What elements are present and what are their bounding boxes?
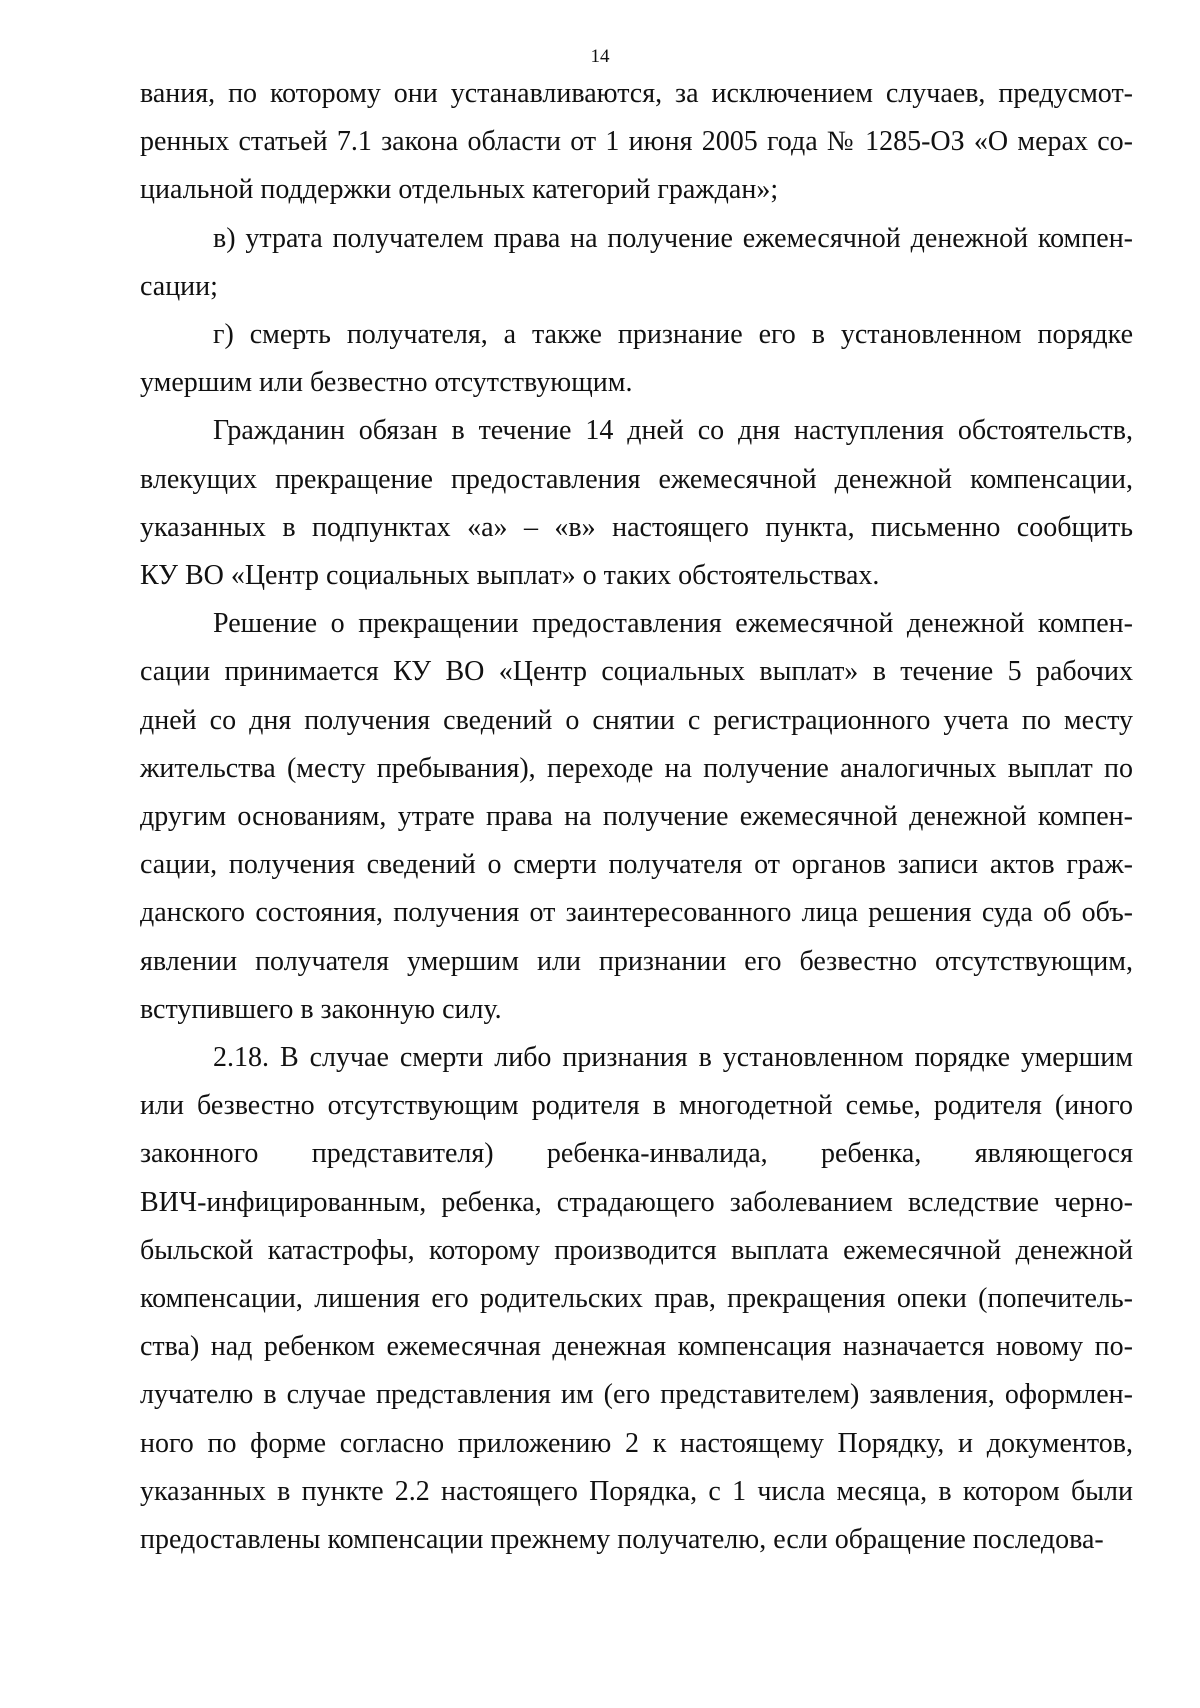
text-line: сации; <box>140 270 218 302</box>
paragraph <box>140 70 1133 215</box>
text-line: в) утрата получателем права на получение ежемесячной денежной компен- <box>213 222 1133 254</box>
text-line: умершим или безвестно отсутствующим. <box>140 367 633 399</box>
text-line: вания, по которому они устанавливаются, за исключением случаев, предусмот- <box>140 78 1133 109</box>
text-line: ВИЧ-инфицированным, ребенка, страдающего заболеванием вследствие черно- <box>140 1186 1133 1218</box>
text-line: данского состояния, получения от заинтересованного лица решения суда об объ- <box>140 897 1133 929</box>
page-number: 14 <box>590 46 610 67</box>
text-line: циальной поддержки отдельных категорий граждан»; <box>140 174 779 206</box>
text-line: влекущих прекращение предоставления ежемесячной денежной компенсации, <box>140 463 1133 495</box>
text-line: сации принимается КУ ВО «Центр социальных выплат» в течение 5 рабочих <box>140 656 1133 688</box>
paragraph <box>140 1034 1133 1564</box>
text-line: компенсации, лишения его родительских прав, прекращения опеки (попечитель- <box>140 1283 1133 1315</box>
paragraph <box>140 600 1133 1034</box>
text-line: Решение о прекращении предоставления ежемесячной денежной компен- <box>213 608 1133 640</box>
text-line: вступившего в законную силу. <box>140 993 502 1025</box>
text-line: лучателю в случае представления им (его представителем) заявления, оформлен- <box>140 1379 1133 1411</box>
text-line: дней со дня получения сведений о снятии с регистрационного учета по месту <box>140 704 1133 736</box>
body-text <box>140 70 1133 1564</box>
text-line: г) смерть получателя, а также признание его в установленном порядке <box>213 319 1133 351</box>
text-line: быльской катастрофы, которому производится выплата ежемесячной денежной <box>140 1234 1133 1266</box>
text-line: законного представителя) ребенка-инвалида, ребенка, являющегося <box>140 1138 1133 1170</box>
text-line: ства) над ребенком ежемесячная денежная компенсация назначается новому по- <box>140 1331 1133 1363</box>
text-line: другим основаниям, утрате права на получение ежемесячной денежной компен- <box>140 801 1133 833</box>
text-line: КУ ВО «Центр социальных выплат» о таких обстоятельствах. <box>140 560 880 592</box>
text-line: указанных в пункте 2.2 настоящего Порядка, с 1 числа месяца, в котором были <box>140 1475 1133 1507</box>
paragraph <box>140 215 1133 311</box>
paragraph <box>140 311 1133 407</box>
text-line: явлении получателя умершим или признании его безвестно отсутствующим, <box>140 945 1133 977</box>
text-line: 2.18. В случае смерти либо признания в установленном порядке умершим <box>213 1042 1133 1074</box>
text-line: Гражданин обязан в течение 14 дней со дня наступления обстоятельств, <box>213 415 1133 447</box>
text-line: указанных в подпунктах «а» – «в» настоящего пункта, письменно сообщить <box>140 511 1133 543</box>
text-line: жительства (месту пребывания), переходе на получение аналогичных выплат по <box>140 752 1133 784</box>
text-line: или безвестно отсутствующим родителя в многодетной семье, родителя (иного <box>140 1090 1133 1122</box>
text-line: предоставлены компенсации прежнему получателю, если обращение последова- <box>140 1524 1104 1556</box>
text-line: сации, получения сведений о смерти получателя от органов записи актов граж- <box>140 849 1133 881</box>
paragraph <box>140 407 1133 600</box>
text-line: ренных статьей 7.1 закона области от 1 июня 2005 года № 1285-ОЗ «О мерах со- <box>140 126 1133 158</box>
text-line: ного по форме согласно приложению 2 к настоящему Порядку, и документов, <box>140 1427 1133 1459</box>
